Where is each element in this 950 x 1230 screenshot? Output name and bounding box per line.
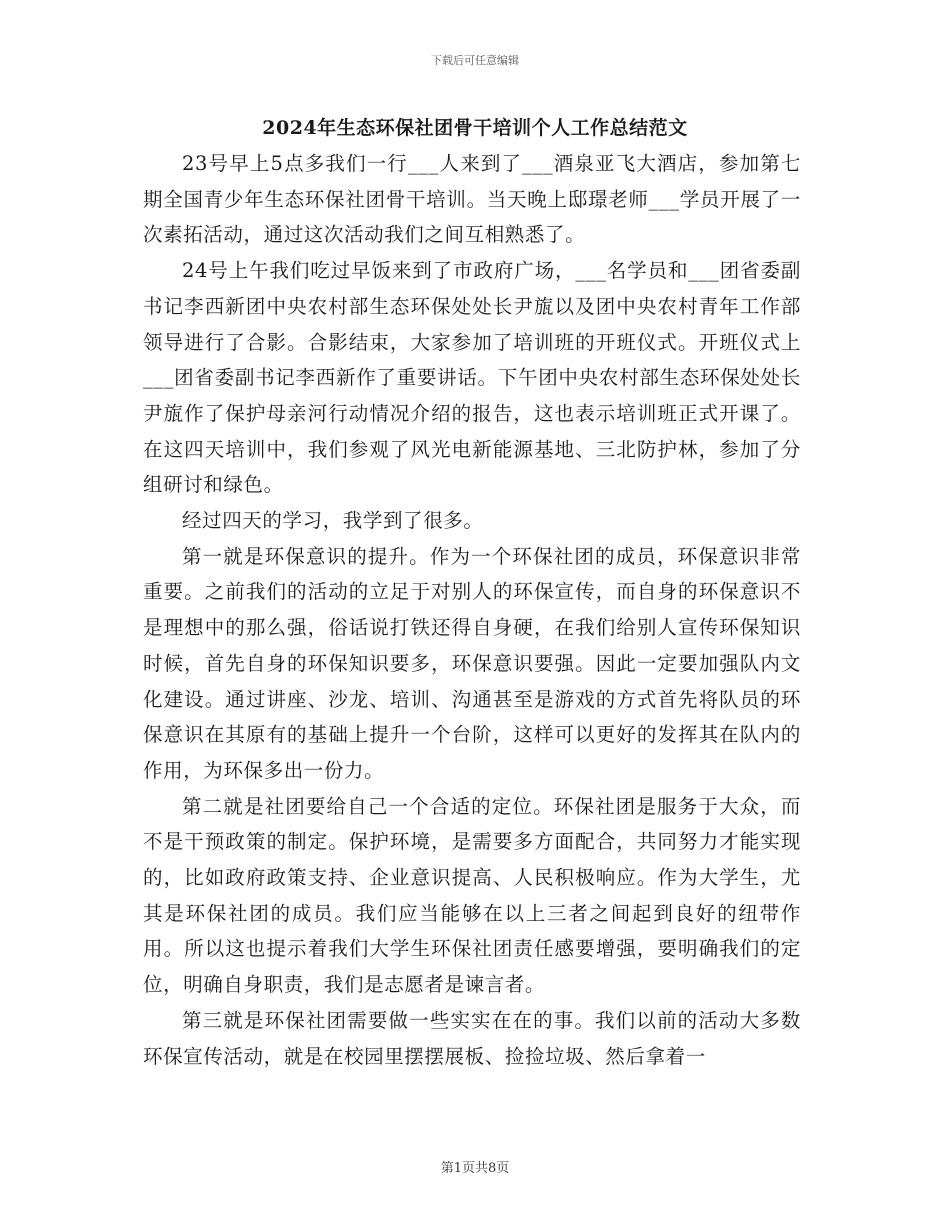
header-note: 下载后可任意编辑 <box>431 54 519 67</box>
page-number: 第1页共8页 <box>440 1161 510 1176</box>
paragraph-1: 23号早上5点多我们一行___人来到了___酒泉亚飞大酒店，参加第七期全国青少年生态环保社团骨干培训。当天晚上邸璟老师___学员开展了一次素拓活动，通过这次活动我们之间互相熟悉了。 <box>143 152 801 247</box>
paragraph-5: 第二就是社团要给自己一个合适的定位。环保社团是服务于大众，而不是干预政策的制定。保护环境，是需要多方面配合，共同努力才能实现的，比如政府政策支持、企业意识提高、人民积极响应。作为大学生，尤其是环保社团的成员。我们应当能够在以上三者之间起到良好的纽带作用。所以这也提示着我们大学生环保社团责任感要增强，要明确我们的定位，明确自身职责，我们是志愿者是谏言者。 <box>143 794 801 997</box>
document-title: 2024年生态环保社团骨干培训个人工作总结范文 <box>262 117 688 139</box>
paragraph-3: 经过四天的学习，我学到了很多。 <box>182 509 484 533</box>
document-body <box>143 146 801 1074</box>
paragraph-4: 第一就是环保意识的提升。作为一个环保社团的成员，环保意识非常重要。之前我们的活动的立足于对别人的环保宣传，而自身的环保意识不是理想中的那么强，俗话说打铁还得自身硬，在我们给别人宣传环保知识时候，首先自身的环保知识要多，环保意识要强。因此一定要加强队内文化建设。通过讲座、沙龙、培训、沟通甚至是游戏的方式首先将队员的环保意识在其原有的基础上提升一个台阶，这样可以更好的发挥其在队内的作用，为环保多出一份力。 <box>143 544 801 782</box>
paragraph-2: 24号上午我们吃过早饭来到了市政府广场，___名学员和___团省委副书记李西新团中央农村部生态环保处处长尹旊以及团中央农村青年工作部领导进行了合影。合影结束，大家参加了培训班的开班仪式。开班仪式上___团省委副书记李西新作了重要讲话。下午团中央农村部生态环保处处长尹旊作了保护母亲河行动情况介绍的报告，这也表示培训班正式开课了。在这四天培训中，我们参观了风光电新能源基地、三北防护林，参加了分组研讨和绿色。 <box>143 259 801 497</box>
paragraph-6: 第三就是环保社团需要做一些实实在在的事。我们以前的活动大多数环保宣传活动，就是在校园里摆摆展板、捡捡垃圾、然后拿着一 <box>143 1008 801 1068</box>
